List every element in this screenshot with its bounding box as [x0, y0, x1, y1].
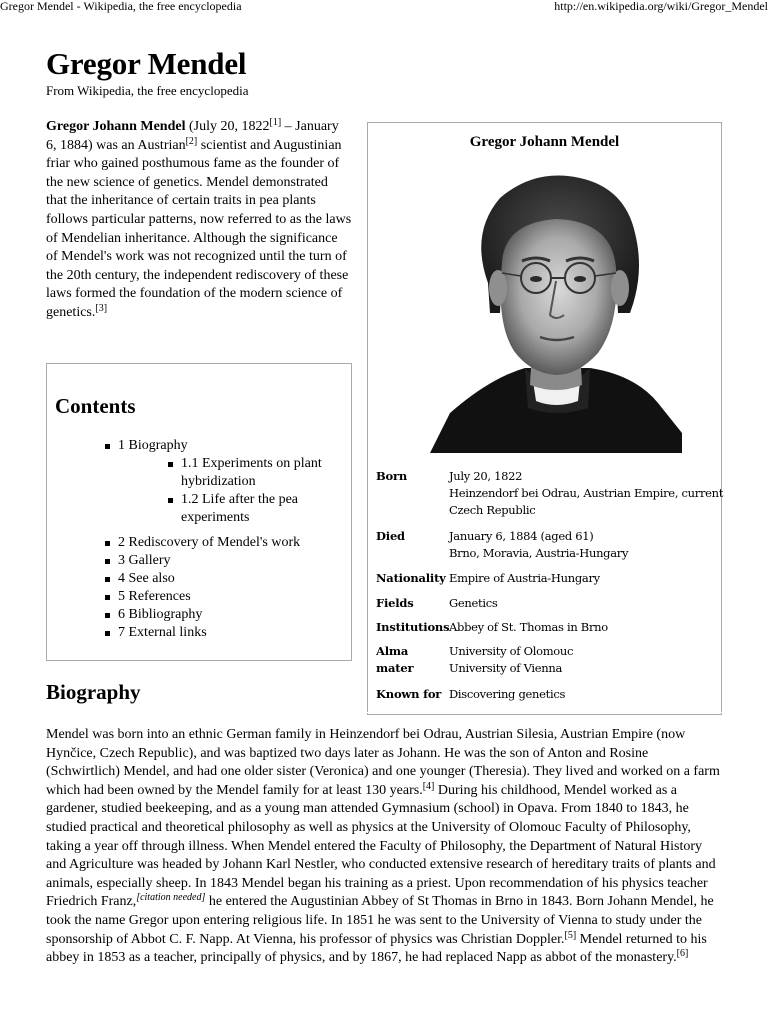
bullet-icon	[105, 541, 110, 546]
infobox-value[interactable]: Abbey of St. Thomas in Brno	[449, 620, 608, 634]
infobox-value[interactable]: Genetics	[449, 596, 498, 610]
section-divider	[46, 712, 722, 713]
infobox-label: Born	[376, 469, 408, 483]
lead-bold-name: Gregor Johann Mendel	[46, 119, 186, 134]
print-header	[0, 0, 768, 16]
bullet-icon	[105, 595, 110, 600]
toc-item-life-after[interactable]: 1.2 Life after the pea experiments	[181, 491, 346, 527]
infobox-label: Alma mater	[376, 644, 414, 675]
toc-item-bibliography[interactable]: 6 Bibliography	[118, 606, 348, 624]
infobox-value[interactable]: Discovering genetics	[449, 687, 566, 701]
infobox-label: Nationality	[376, 571, 446, 585]
infobox-value[interactable]: Empire of Austria-Hungary	[449, 571, 600, 585]
bullet-icon	[105, 577, 110, 582]
toc-item-biography[interactable]: 1 Biography	[118, 437, 348, 455]
citation-needed-link[interactable]: [citation needed]	[136, 892, 206, 904]
infobox-label: Died	[376, 529, 405, 543]
infobox-title: Gregor Johann Mendel	[469, 134, 620, 150]
toc-item-experiments[interactable]: 1.1 Experiments on plant hybridization	[181, 455, 346, 491]
bullet-icon	[105, 631, 110, 636]
print-header-url: http://en.wikipedia.org/wiki/Gregor_Mendel	[554, 0, 768, 13]
toc-item-external-links[interactable]: 7 External links	[118, 624, 348, 642]
bullet-icon	[105, 613, 110, 618]
biography-paragraph	[46, 726, 722, 968]
infobox-value[interactable]: University of Olomouc University of Vienna	[449, 644, 574, 675]
portrait-image[interactable]	[430, 163, 682, 453]
toc-item-rediscovery[interactable]: 2 Rediscovery of Mendel's work	[118, 534, 348, 552]
biography-text-2: During his childhood, Mendel worked as a gardener, studied beekeeping, and as a young man attended Gymnasium (school) in Opava. From 1840 to 1843, he studied practical and theoretical philosophy as well as physics at the University of Olomouc Faculty of Philosophy, taking a year off through illness. When Mendel entered the Faculty of Philosophy, the Department of Natural History and Agriculture was headed by Johann Karl Nestler, who conducted extensive research of hereditary traits of plants and animals, especially sheep. In 1843 Mendel began his training as a priest. Upon recommendation of his physics teacher Friedrich Franz,	[46, 782, 716, 910]
biography-text-1: Mendel was born into an ethnic German family in Heinzendorf bei Odrau, Austrian Silesia, Austrian Empire (now Hynčice, Czech Republic), and was baptized two days later as Johann. He was the son of Anton and Rosine (Schwirtlich) Mendel, and had one older sister (Veronica) and one younger (Theresia). They lived and worked on a farm which had been owned by the Mendel family for at least 130 years.	[46, 727, 720, 798]
reference-link-3[interactable]: [3]	[95, 302, 108, 314]
biography-text-3: he entered the Augustinian Abbey of St Thomas in Brno in 1843. Born Johann Mendel, he took the name Gregor upon entering religious life. In 1851 he was sent to the University of Vienna to study under the sponsorship of Abbot C. F. Napp. At Vienna, his professor of physics was Christian Doppler.	[46, 894, 714, 947]
bullet-icon	[105, 559, 110, 564]
infobox-label: Institutions	[376, 620, 450, 634]
lead-text-1: (July 20, 1822	[185, 119, 270, 134]
infobox-value: July 20, 1822 Heinzendorf bei Odrau, Austrian Empire, current Czech Republic	[449, 469, 724, 517]
section-heading-biography: Biography	[46, 680, 141, 704]
toc-item-see-also[interactable]: 4 See also	[118, 570, 348, 588]
lead-text-3: scientist and Augustinian friar who gained posthumous fame as the founder of the new science of genetics. Mendel demonstrated that the inheritance of certain traits in pea plants follows particular patterns, now referred to as the laws of Mendelian inheritance. Although the significance of Mendel's work was not recognized until the turn of the 20th century, the independent rediscovery of these laws formed the foundation of the modern science of genetics.	[46, 137, 352, 320]
infobox	[367, 122, 722, 715]
toc-title: Contents	[55, 394, 136, 418]
toc-item-gallery[interactable]: 3 Gallery	[118, 552, 348, 570]
biography-text-4: Mendel returned to his abbey in 1853 as a teacher, principally of physics, and by 1867, he had replaced Napp as abbot of the monastery.	[46, 931, 707, 966]
print-header-title: Gregor Mendel - Wikipedia, the free encyclopedia	[0, 0, 242, 13]
reference-link-6[interactable]: [6]	[676, 948, 689, 960]
toc-item-references[interactable]: 5 References	[118, 588, 348, 606]
reference-link-4[interactable]: [4]	[422, 780, 435, 792]
lead-paragraph	[46, 118, 352, 323]
bullet-icon	[168, 498, 173, 503]
infobox-label: Known for	[376, 687, 442, 701]
infobox-label: Fields	[376, 596, 414, 610]
bullet-icon	[105, 444, 110, 449]
reference-link-5[interactable]: [5]	[564, 929, 577, 941]
bullet-icon	[168, 462, 173, 467]
reference-link-2[interactable]: [2]	[185, 135, 198, 147]
page-subtitle: From Wikipedia, the free encyclopedia	[46, 83, 249, 98]
reference-link-1[interactable]: [1]	[269, 117, 282, 128]
lead-text-2: – January 6, 1884) was an Austrian	[46, 119, 339, 153]
page-title: Gregor Mendel	[46, 46, 247, 81]
infobox-value: January 6, 1884 (aged 61) Brno, Moravia, Austria-Hungary	[449, 529, 629, 560]
table-of-contents	[46, 363, 352, 661]
